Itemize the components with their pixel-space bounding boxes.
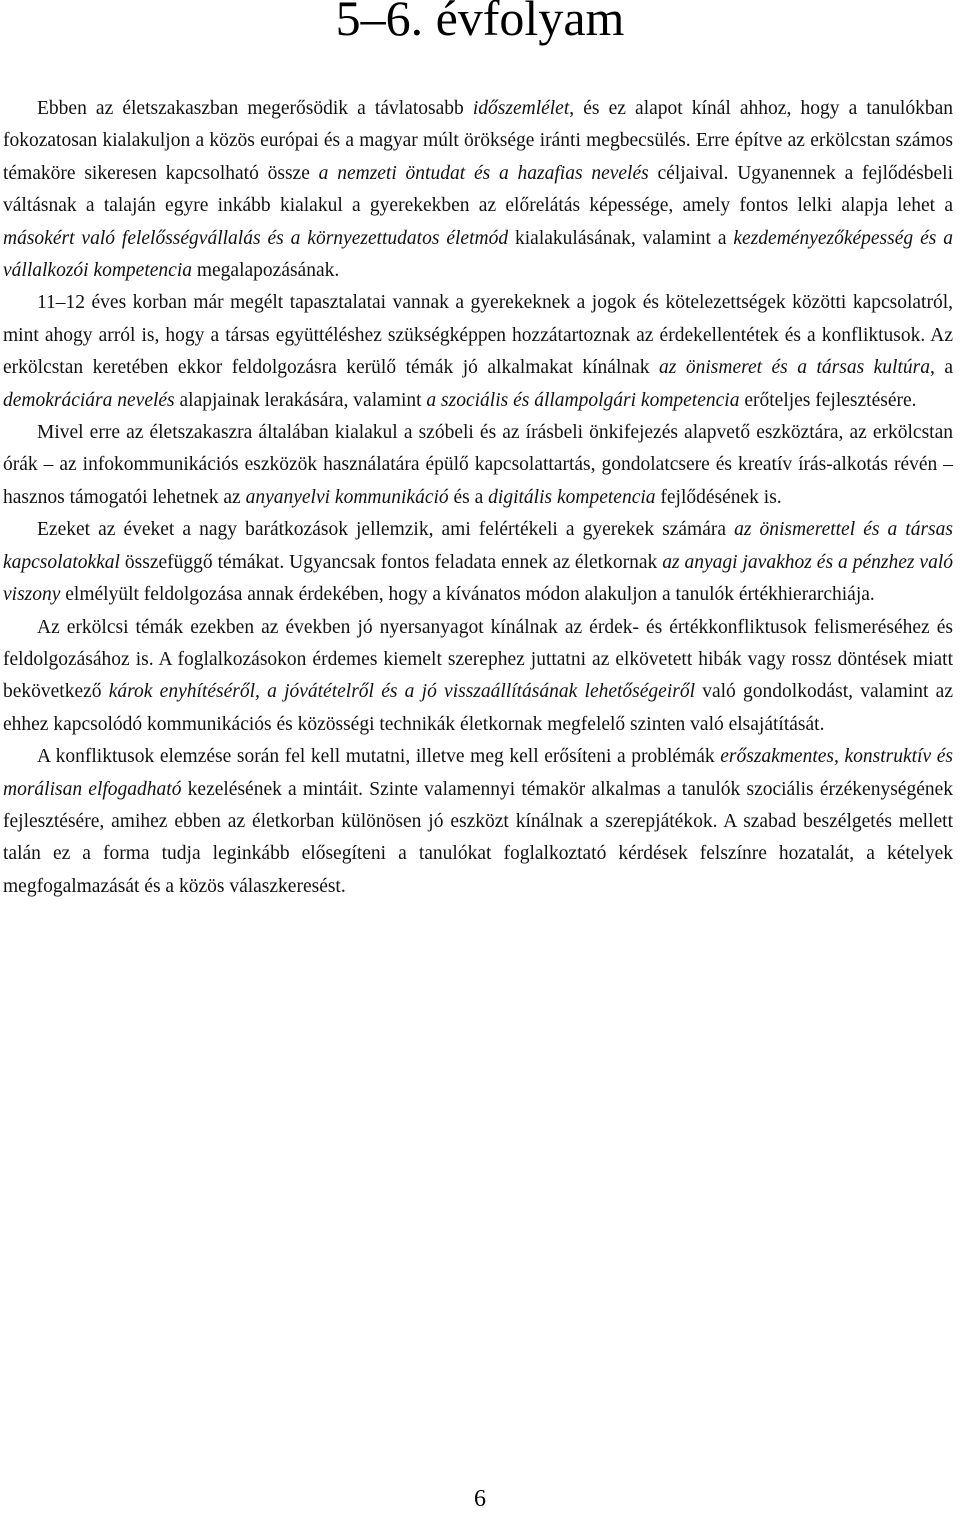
paragraph [3,93,953,287]
emphasized-text: kezdeményezőképesség és a vállalkozói kompetencia [3,227,953,282]
page-number: 6 [474,1486,486,1512]
emphasized-text: másokért való felelősségvállalás és a környezettudatos életmód [3,227,509,249]
paragraph [3,612,953,742]
emphasized-text: a nemzeti öntudat és a hazafias nevelés [318,162,649,184]
emphasized-text: demokráciára nevelés [3,389,175,411]
paragraph [3,417,953,514]
text-run: való gondolkodást, valamint az ehhez kapcsolódó kommunikációs és közösségi technikák életkornak megfelelő szinten való elsajátítását. [3,681,953,735]
text-run: erőteljes fejlesztésére. [739,389,917,411]
emphasized-text: károk enyhítéséről, a jóvátételről és a jó visszaállításának lehetőségeiről [108,681,695,703]
text-run: kezelésének a mintáit. Szinte valamennyi témakör alkalmas a tanulók szociális érzékenységének fejlesztésére, amihez ebben az életkorban különösen jó eszközt kínálnak a szerepjátékok. A szabad beszélgetés mellett talán ez a forma tudja leginkább elősegíteni a tanulókat foglalkoztató kérdések felszínre hozatalát, a kételyek megfogalmazását és a közös válaszkeresést. [3,778,953,897]
text-run: , a [929,357,953,379]
text-run: kialakulásának, valamint a [508,227,734,249]
text-run: A konfliktusok elemzése során fel kell mutatni, illetve meg kell erősíteni a problémák [37,746,721,768]
page-title: 5–6. évfolyam [335,0,625,46]
paragraph [3,514,953,611]
text-run: alapjainak lerakására, valamint [174,389,427,411]
emphasized-text: erőszakmentes, konstruktív és morálisan elfogadható [3,746,953,800]
emphasized-text: digitális kompetencia [488,486,656,508]
text-run: 11–12 éves korban már megélt tapasztalatai vannak a gyerekeknek a jogok és kötelezettségek közötti kapcsolatról, mint ahogy arról is, hogy a társas együttéléshez szükségképpen hozzátartoznak az érdekellentétek és a konfliktusok. Az erkölcstan keretében ekkor feldolgozásra kerülő témák jó alkalmakat kínálnak [3,292,953,379]
emphasized-text: anyanyelvi kommunikáció [245,486,449,508]
text-run: Ebben az életszakaszban megerősödik a távlatosabb [37,98,473,119]
emphasized-text: időszemlélet [472,98,570,119]
paragraph [3,741,953,903]
emphasized-text: az önismeret és a társas kultúra [659,357,930,379]
text-run: Az erkölcsi témák ezekben az években jó nyersanyagot kínálnak az érdek- és értékkonfliktusok felismeréséhez és feldolgozásához is. A foglalkozásokon érdemes kiemelt szerephez juttatni az elkövetett hibák vagy rossz döntések miatt bekövetkező [3,616,953,703]
text-run: és a [448,486,489,508]
text-run: megalapozásának. [191,260,340,282]
paragraph [3,287,953,417]
text-run: elmélyült feldolgozása annak érdekében, hogy a kívánatos módon alakuljon a tanulók értékhierarchiája. [60,584,875,606]
text-run: Ezeket az éveket a nagy barátkozások jellemzik, ami felértékeli a gyerekek számára [37,519,735,541]
text-run: Mivel erre az életszakaszra általában kialakul a szóbeli és az írásbeli önkifejezés alapvető eszköztára, az erkölcstan órák – az infokommunikációs eszközök használatára épülő kapcsolattartás, gondolatcsere és kreatív írás-alkotás révén – hasznos támogatói lehetnek az [3,422,953,508]
emphasized-text: a szociális és állampolgári kompetencia [426,389,740,411]
text-run: fejlődésének is. [655,486,782,508]
text-run: , és ez alapot kínál ahhoz, hogy a tanulókban fokozatosan kialakuljon a közös európai és a magyar múlt öröksége iránti megbecsülés. Erre építve az erkölcstan számos témaköre sikeresen kapcsolható össze [3,98,953,184]
text-run: céljaival. Ugyanennek a fejlődésbeli váltásnak a talaján egyre inkább kialakul a gyerekekben az előrelátás képessége, amely fontos lelki alapja lehet a [3,162,953,217]
text-run: összefüggő témákat. Ugyancsak fontos feladata ennek az életkornak [119,551,663,573]
body-text [3,93,953,903]
emphasized-text: az anyagi javakhoz és a pénzhez való viszony [3,551,953,606]
emphasized-text: az önismerettel és a társas kapcsolatokkal [3,519,953,573]
